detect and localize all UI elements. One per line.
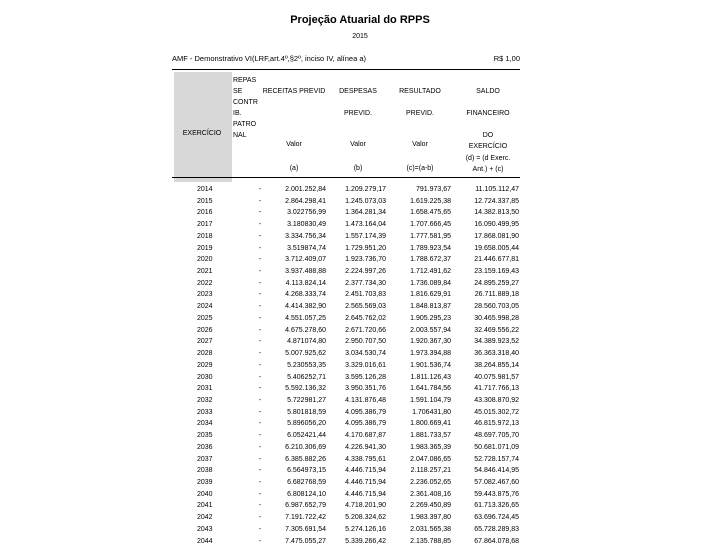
cell-repasse: -	[258, 373, 262, 381]
cell-exercicio: 2030	[197, 373, 213, 381]
cell-repasse: -	[258, 455, 262, 463]
cell-repasse: -	[258, 502, 262, 510]
cell-receitas: 7.191.722,42	[285, 514, 326, 522]
cell-saldo: 11.105.112,47	[475, 186, 519, 193]
cell-receitas: 4.871074,80	[287, 338, 326, 346]
cell-resultado: 1.712.491,62	[410, 268, 451, 276]
cell-resultado: 1.706431,80	[412, 408, 451, 416]
cell-receitas: 2.001.252,84	[285, 186, 326, 193]
cell-receitas: 3.022756,99	[287, 209, 326, 217]
cell-repasse: -	[258, 186, 262, 193]
cell-receitas: 5.230553,35	[287, 361, 326, 369]
cell-receitas: 6.385.882,26	[285, 455, 326, 463]
cell-exercicio: 2037	[197, 455, 213, 463]
cell-despesas: 4.095.386,79	[345, 408, 386, 416]
cell-repasse: -	[258, 197, 262, 205]
cell-exercicio: 2035	[197, 432, 213, 440]
header-saldo-sub3: EXERCÍCIO	[468, 143, 508, 150]
cell-exercicio: 2038	[197, 467, 213, 475]
cell-resultado: 1.658.475,65	[410, 209, 451, 217]
cell-resultado: 1.591.104,79	[410, 396, 451, 404]
header-saldo: SALDO	[476, 88, 500, 95]
cell-exercicio: 2040	[197, 490, 213, 498]
cell-despesas: 2.565.569,03	[345, 303, 386, 311]
cell-receitas: 5.896056,20	[287, 420, 326, 428]
cell-receitas: 5.592.136,32	[285, 385, 326, 393]
header-resultado: RESULTADO	[399, 88, 441, 95]
cell-repasse: -	[258, 408, 262, 416]
header-saldo-sub2: DO	[482, 132, 494, 139]
cell-despesas: 2.645.762,02	[345, 314, 386, 322]
cell-repasse: -	[258, 314, 262, 322]
header-despesas-sub: PREVID.	[343, 110, 372, 117]
header-code-a: (a)	[289, 165, 299, 172]
cell-exercicio: 2025	[197, 314, 213, 322]
cell-resultado: 791.973,67	[415, 186, 451, 193]
cell-exercicio: 2014	[197, 186, 213, 193]
cell-resultado: 1.736.089,84	[410, 279, 451, 287]
cell-despesas: 3.329.016,61	[345, 361, 386, 369]
cell-despesas: 1.557.174,39	[345, 232, 386, 240]
cell-repasse: -	[258, 478, 262, 486]
cell-saldo: 23.159.169,43	[474, 268, 519, 276]
cell-exercicio: 2024	[197, 303, 213, 311]
cell-saldo: 21.446.677,81	[474, 256, 519, 264]
cell-resultado: 1.881.733,57	[410, 432, 451, 440]
cell-despesas: 2.671.720,66	[345, 326, 386, 334]
cell-exercicio: 2028	[197, 350, 213, 358]
cell-receitas: 7.305.691,54	[285, 525, 326, 533]
header-saldo-sub5: Ant.) + (c)	[472, 166, 504, 173]
header-receitas: RECEITAS PREVID	[262, 88, 326, 95]
cell-exercicio: 2032	[197, 396, 213, 404]
cell-despesas: 1.209.279,17	[345, 186, 386, 193]
cell-resultado: 1.901.536,74	[410, 361, 451, 369]
cell-despesas: 4.446.715,94	[345, 467, 386, 475]
cell-exercicio: 2020	[197, 256, 213, 264]
cell-repasse: -	[258, 268, 262, 276]
cell-receitas: 3.937.488,88	[285, 268, 326, 276]
cell-saldo: 46.815.972,13	[474, 420, 519, 428]
currency-unit: R$ 1,00	[493, 54, 520, 63]
cell-saldo: 38.264.855,14	[474, 361, 519, 369]
cell-receitas: 3.712.409,07	[285, 256, 326, 264]
cell-receitas: 6.682768,59	[287, 478, 326, 486]
cell-resultado: 1.707.666,45	[410, 221, 451, 229]
cell-exercicio: 2029	[197, 361, 213, 369]
cell-saldo: 24.895.259,27	[474, 279, 519, 287]
cell-resultado: 1.905.295,23	[410, 314, 451, 322]
cell-receitas: 6.987.652,79	[285, 502, 326, 510]
cell-saldo: 54.846.414,95	[474, 467, 519, 475]
cell-repasse: -	[258, 432, 262, 440]
cell-saldo: 19.658.005,44	[474, 244, 519, 252]
cell-exercicio: 2023	[197, 291, 213, 299]
cell-receitas: 4.675.278,60	[285, 326, 326, 334]
cell-despesas: 4.226.941,30	[345, 443, 386, 451]
cell-exercicio: 2042	[197, 514, 213, 522]
cell-saldo: 32.469.556,22	[474, 326, 519, 334]
cell-saldo: 14.382.813,50	[474, 209, 519, 217]
cell-despesas: 4.446.715,94	[345, 478, 386, 486]
cell-saldo: 17.868.081,90	[474, 232, 519, 240]
header-saldo-sub1: FINANCEIRO	[466, 110, 510, 117]
cell-exercicio: 2033	[197, 408, 213, 416]
cell-despesas: 5.274.126,16	[345, 525, 386, 533]
cell-despesas: 5.339.266,42	[345, 537, 386, 545]
cell-resultado: 1.811.126,43	[410, 373, 451, 381]
cell-saldo: 59.443.875,76	[474, 490, 519, 498]
cell-receitas: 6.210.306,69	[285, 443, 326, 451]
cell-despesas: 4.131.876,48	[345, 396, 386, 404]
cell-saldo: 67.864.078,68	[474, 537, 519, 545]
cell-receitas: 5.406252,71	[287, 373, 326, 381]
cell-saldo: 63.696.724,45	[474, 514, 519, 522]
cell-saldo: 40.075.981,57	[474, 373, 519, 381]
cell-resultado: 1.973.394,88	[410, 350, 451, 358]
cell-saldo: 50.681.071,09	[474, 443, 519, 451]
cell-repasse: -	[258, 361, 262, 369]
cell-resultado: 2.047.086,65	[410, 455, 451, 463]
cell-repasse: -	[258, 256, 262, 264]
cell-repasse: -	[258, 350, 262, 358]
cell-saldo: 65.728.289,83	[474, 525, 519, 533]
cell-receitas: 6.052421,44	[287, 432, 326, 440]
column-saldo	[455, 184, 519, 547]
header-top-rule	[172, 69, 520, 70]
cell-resultado: 1.983.397,80	[410, 514, 451, 522]
cell-receitas: 4.113.824,14	[285, 279, 326, 287]
cell-resultado: 2.031.565,38	[410, 525, 451, 533]
cell-exercicio: 2031	[197, 385, 213, 393]
cell-despesas: 2.377.734,30	[345, 279, 386, 287]
cell-repasse: -	[258, 232, 262, 240]
column-receitas	[265, 184, 326, 547]
cell-resultado: 2.361.408,16	[410, 490, 451, 498]
cell-repasse: -	[258, 303, 262, 311]
cell-repasse: -	[258, 490, 262, 498]
cell-receitas: 2.864.298,41	[285, 197, 326, 205]
cell-despesas: 1.473.164,04	[345, 221, 386, 229]
cell-exercicio: 2034	[197, 420, 213, 428]
cell-repasse: -	[258, 209, 262, 217]
cell-saldo: 43.308.870,92	[474, 396, 519, 404]
cell-receitas: 6.564973,15	[287, 467, 326, 475]
cell-receitas: 3.334.756,34	[285, 232, 326, 240]
cell-exercicio: 2036	[197, 443, 213, 451]
cell-resultado: 1.920.367,30	[410, 338, 451, 346]
cell-despesas: 1.923.736,70	[345, 256, 386, 264]
cell-despesas: 5.208.324,62	[345, 514, 386, 522]
cell-receitas: 7.475.055,27	[285, 537, 326, 545]
header-resultado-sub: PREVID.	[405, 110, 434, 117]
cell-despesas: 4.338.795,61	[345, 455, 386, 463]
cell-despesas: 4.446.715,94	[345, 490, 386, 498]
cell-exercicio: 2019	[197, 244, 213, 252]
cell-resultado: 1.641.784,56	[410, 385, 451, 393]
report-subtitle: AMF - Demonstrativo VI(LRF,art.4º,§2º, inciso IV, alínea a)	[172, 54, 367, 63]
cell-receitas: 3.180830,49	[287, 221, 326, 229]
cell-exercicio: 2027	[197, 338, 213, 346]
cell-exercicio: 2041	[197, 502, 213, 510]
cell-receitas: 6.808124,10	[287, 490, 326, 498]
cell-repasse: -	[258, 537, 262, 545]
cell-saldo: 16.090.499,95	[474, 221, 519, 229]
header-bottom-rule	[172, 177, 520, 178]
column-resultado	[390, 184, 451, 547]
cell-saldo: 12.724.337,85	[474, 197, 519, 205]
cell-exercicio: 2043	[197, 525, 213, 533]
cell-resultado: 1.788.672,37	[410, 256, 451, 264]
cell-receitas: 5.722981,27	[287, 396, 326, 404]
cell-repasse: -	[258, 244, 262, 252]
report-title: Projeção Atuarial do RPPS	[290, 14, 430, 26]
cell-resultado: 1.983.365,39	[410, 443, 451, 451]
cell-despesas: 3.034.530,74	[345, 350, 386, 358]
cell-saldo: 34.389.923,52	[474, 338, 519, 346]
header-shade	[174, 72, 232, 182]
cell-despesas: 4.718.201,90	[345, 502, 386, 510]
cell-resultado: 2.135.788,85	[410, 537, 451, 545]
cell-resultado: 1.777.581,95	[410, 232, 451, 240]
cell-exercicio: 2016	[197, 209, 213, 217]
cell-resultado: 2.003.557,94	[410, 326, 451, 334]
cell-despesas: 4.170.687,87	[345, 432, 386, 440]
cell-repasse: -	[258, 326, 262, 334]
cell-repasse: -	[258, 514, 262, 522]
cell-resultado: 1.789.923,54	[410, 244, 451, 252]
cell-despesas: 2.224.997,26	[345, 268, 386, 276]
cell-despesas: 1.729.951,20	[345, 244, 386, 252]
cell-repasse: -	[258, 221, 262, 229]
cell-despesas: 1.245.073,03	[345, 197, 386, 205]
cell-resultado: 2.118.257,21	[410, 467, 451, 475]
column-despesas	[328, 184, 386, 547]
cell-receitas: 4.268.333,74	[285, 291, 326, 299]
cell-saldo: 41.717.766,13	[474, 385, 519, 393]
cell-receitas: 5.801818,59	[287, 408, 326, 416]
cell-resultado: 2.269.450,89	[410, 502, 451, 510]
cell-saldo: 26.711.889,18	[474, 291, 519, 299]
cell-saldo: 52.728.157,74	[474, 455, 519, 463]
cell-despesas: 1.364.281,34	[345, 209, 386, 217]
cell-repasse: -	[258, 525, 262, 533]
header-despesas: DESPESAS	[339, 88, 377, 95]
cell-receitas: 5.007.925,62	[285, 350, 326, 358]
header-valor-a: Valor	[286, 141, 302, 148]
cell-saldo: 45.015.302,72	[474, 408, 519, 416]
cell-repasse: -	[258, 385, 262, 393]
cell-repasse: -	[258, 443, 262, 451]
cell-despesas: 3.950.351,76	[345, 385, 386, 393]
cell-saldo: 61.713.326,65	[474, 502, 519, 510]
cell-resultado: 1.848.813,87	[410, 303, 451, 311]
cell-saldo: 30.465.998,28	[474, 314, 519, 322]
report-year: 2015	[352, 33, 368, 40]
cell-resultado: 1.619.225,38	[410, 197, 451, 205]
cell-receitas: 4.414.382,90	[285, 303, 326, 311]
header-repasse: REPAS SE CONTR IB. PATRO NAL	[233, 77, 258, 139]
cell-repasse: -	[258, 279, 262, 287]
cell-resultado: 2.236.052,65	[410, 478, 451, 486]
cell-saldo: 28.560.703,05	[474, 303, 519, 311]
cell-saldo: 36.363.318,40	[474, 350, 519, 358]
header-saldo-sub4: (d) = (d Exerc.	[465, 155, 511, 162]
cell-repasse: -	[258, 291, 262, 299]
cell-repasse: -	[258, 420, 262, 428]
header-exercicio: EXERCÍCIO	[182, 130, 222, 137]
cell-exercicio: 2039	[197, 478, 213, 486]
header-valor-b: Valor	[350, 141, 366, 148]
cell-exercicio: 2018	[197, 232, 213, 240]
cell-receitas: 4.551.057,25	[285, 314, 326, 322]
cell-saldo: 48.697.705,70	[474, 432, 519, 440]
cell-despesas: 3.595.126,28	[345, 373, 386, 381]
cell-exercicio: 2026	[197, 326, 213, 334]
cell-exercicio: 2044	[197, 537, 213, 545]
cell-receitas: 3.519874,74	[287, 244, 326, 252]
cell-repasse: -	[258, 338, 262, 346]
header-code-c: (c)=(a-b)	[406, 165, 434, 172]
cell-exercicio: 2021	[197, 268, 213, 276]
cell-exercicio: 2015	[197, 197, 213, 205]
cell-resultado: 1.816.629,91	[410, 291, 451, 299]
header-code-b: (b)	[353, 165, 363, 172]
cell-repasse: -	[258, 467, 262, 475]
cell-despesas: 2.950.707,50	[345, 338, 386, 346]
cell-despesas: 2.451.703,83	[345, 291, 386, 299]
cell-exercicio: 2017	[197, 221, 213, 229]
header-valor-c: Valor	[412, 141, 428, 148]
cell-saldo: 57.082.467,60	[474, 478, 519, 486]
column-exercicio	[197, 184, 227, 547]
cell-resultado: 1.800.669,41	[410, 420, 451, 428]
cell-repasse: -	[258, 396, 262, 404]
cell-despesas: 4.095.386,79	[345, 420, 386, 428]
cell-exercicio: 2022	[197, 279, 213, 287]
